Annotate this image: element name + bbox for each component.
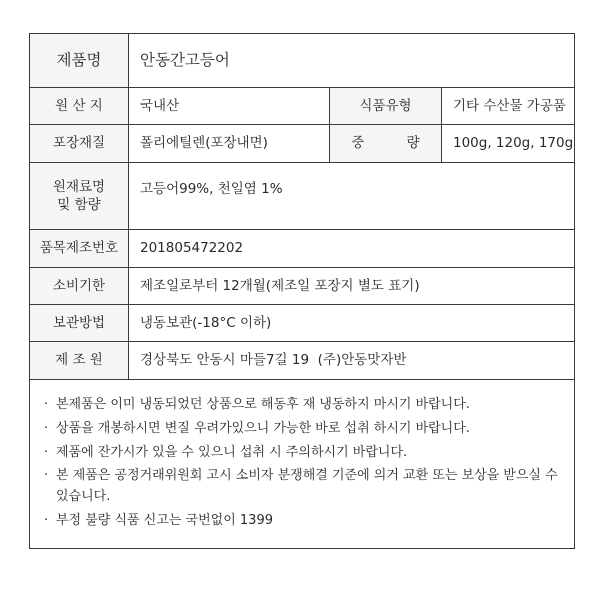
note-text: 본제품은 이미 냉동되었던 상품으로 해동후 재 냉동하지 마시기 바랍니다. <box>56 397 470 412</box>
row-product-name <box>30 34 574 88</box>
ingredients-label-line2: 및 함량 <box>57 197 101 213</box>
report-number-value: 201805472202 <box>140 240 244 257</box>
note-bullet: · <box>44 420 49 436</box>
note-item <box>44 419 560 440</box>
report-number-label: 품목제조번호 <box>30 230 129 267</box>
ingredients-label-line1: 원재료명 <box>52 178 106 195</box>
row-origin <box>30 88 574 125</box>
note-text: 제품에 잔가시가 있을 수 있으니 섭취 시 주의하시기 바랍니다. <box>56 444 408 460</box>
row-storage <box>30 305 574 342</box>
expiry-label: 소비기한 <box>30 268 129 304</box>
row-ingredients <box>30 163 574 230</box>
row-report-number <box>30 230 574 268</box>
note-item <box>44 511 560 532</box>
food-type-value: 기타 수산물 가공품 <box>453 97 566 114</box>
note-item <box>44 443 560 464</box>
origin-label: 원 산 지 <box>30 88 129 124</box>
note-text: 상품을 개봉하시면 변질 우려가있으니 가능한 바로 섭취 하시기 바랍니다. <box>56 420 470 436</box>
ingredients-value: 고등어99%, 천일염 1% <box>140 181 283 197</box>
row-manufacturer <box>30 342 574 380</box>
product-name-label: 제품명 <box>30 34 129 87</box>
weight-value: 100g, 120g, 170g <box>453 135 574 152</box>
notes-section <box>30 380 574 548</box>
storage-value: 냉동보관(-18°C 이하) <box>140 314 272 331</box>
expiry-value: 제조일로부터 12개월(제조일 포장지 별도 표기) <box>140 277 420 294</box>
note-bullet: · <box>44 444 49 460</box>
row-expiry <box>30 268 574 305</box>
row-packaging <box>30 125 574 163</box>
product-info-table <box>29 33 575 549</box>
note-text: 본 제품은 공정거래위원회 고시 소비자 분쟁해결 기준에 의거 교환 또는 보상을 받으실 수 있습니다. <box>56 468 558 505</box>
weight-label: 중 량 <box>329 125 442 162</box>
packaging-label: 포장재질 <box>30 125 129 162</box>
origin-value: 국내산 <box>140 97 180 114</box>
note-bullet: · <box>44 397 49 412</box>
packaging-value: 폴리에틸렌(포장내면) <box>140 135 268 152</box>
note-bullet: · <box>44 468 49 484</box>
storage-label: 보관방법 <box>30 305 129 341</box>
note-bullet: · <box>44 512 49 528</box>
manufacturer-label: 제 조 원 <box>30 342 129 379</box>
note-text: 부정 불량 식품 신고는 국번없이 1399 <box>56 512 273 528</box>
note-item <box>44 466 560 508</box>
product-name-value: 안동간고등어 <box>140 51 230 70</box>
ingredients-label <box>30 163 129 229</box>
food-type-label: 식품유형 <box>329 88 442 124</box>
note-item <box>44 395 560 416</box>
manufacturer-value: 경상북도 안동시 마들7길 19 (주)안동맛자반 <box>140 352 407 369</box>
